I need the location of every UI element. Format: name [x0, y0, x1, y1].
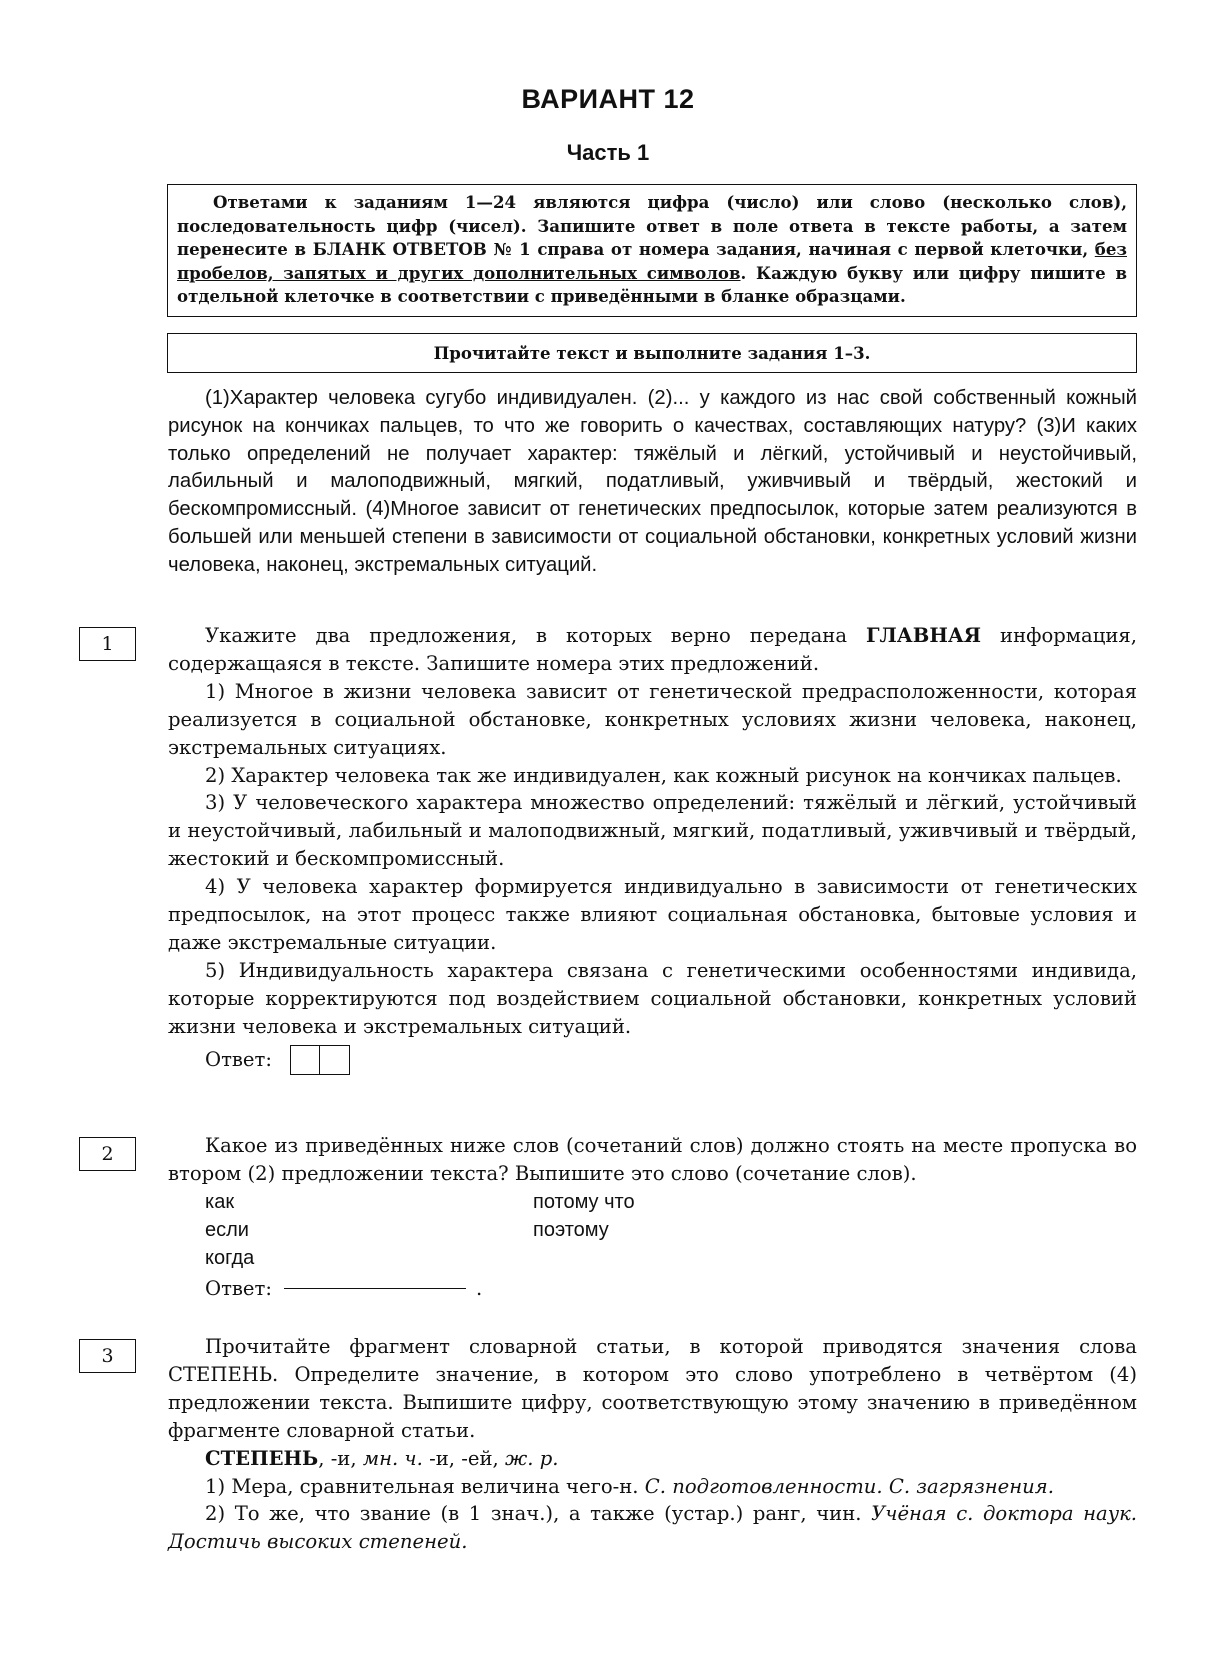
- dictionary-meaning-2: [168, 1500, 1137, 1556]
- task-3: [168, 1333, 1137, 1556]
- task-1-prompt-start: Укажите два предложения, в которых верно передана: [205, 624, 866, 647]
- task-2-answer-line[interactable]: [284, 1288, 466, 1289]
- task-1-answer-cells: [290, 1045, 350, 1075]
- task-3-prompt: Прочитайте фрагмент словарной статьи, в которой приводятся значения слова СТЕПЕНЬ. Определите значение, в котором это слово употреблено в четвёртом (4) предложении текста. Выпишите цифру, соответствующую этому значению в приведённом фрагменте словарной статьи.: [168, 1335, 1137, 1442]
- task-1-option-4: 4) У человека характер формируется индивидуально в зависимости от генетических предпосылок, на этот процесс также влияют социальная обстановка, бытовые условия и даже экстремальные ситуации.: [168, 875, 1137, 954]
- word-option: когда: [205, 1246, 255, 1269]
- word-option: поэтому: [533, 1218, 609, 1241]
- task-1-prompt: [168, 622, 1137, 678]
- task-2-answer-row: [168, 1272, 1137, 1306]
- task-number-2: 2: [79, 1137, 136, 1171]
- dictionary-meaning-1: [168, 1473, 1137, 1501]
- text-passage: (1)Характер человека сугубо индивидуален. (2)... у каждого из нас свой собственный кожный рисунок на кончиках пальцев, то что же говорить о качествах, составляющих натуру? (3)И каких только определений не получает характер: тяжёлый и лёгкий, устойчивый и неустойчивый, лабильный и малоподвижный, мягкий, податливый, уживчивый и твёрдый, жестокий и бескомпромиссный. (4)Многое зависит от генетических предпосылок, которые затем реализуются в большей или меньшей степени в зависимости от социальной обстановки, конкретных условий жизни человека, наконец, экстремальных ситуаций.: [168, 387, 1137, 576]
- meaning-2-example: Учёная с. доктора наук. Достичь высоких степеней.: [168, 1502, 1137, 1554]
- task-2-answer-label: Ответ:: [205, 1276, 272, 1300]
- instruction-main: Ответами к заданиям 1—24 являются цифра (число) или слово (несколько слов), последовательность цифр (чисел). Запишите ответ в поле ответа в тексте работы, а затем перенесите в БЛАНК ОТВЕТОВ № 1 справа от номера задания, начиная с первой клеточки,: [177, 192, 1127, 259]
- task-1-prompt-end: информация, содержащаяся в тексте. Запишите номера этих предложений.: [168, 624, 1137, 675]
- grammar-note-italic: ж. р.: [504, 1446, 559, 1470]
- read-instruction-box: Прочитайте текст и выполните задания 1–3.: [167, 333, 1137, 373]
- meaning-1-example: С. подготовленности. С. загрязнения.: [644, 1474, 1055, 1498]
- word-option: потому что: [533, 1190, 635, 1213]
- task-1-answer-row: [168, 1041, 1137, 1079]
- answer-cell-2[interactable]: [320, 1045, 350, 1075]
- task-2-prompt: Какое из приведённых ниже слов (сочетаний слов) должно стоять на месте пропуска во втором (2) предложении текста? Выпишите это слово (сочетание слов).: [168, 1134, 1137, 1185]
- task-1-prompt-bold: ГЛАВНАЯ: [865, 624, 982, 647]
- task-2-word-options: [168, 1188, 1137, 1272]
- meaning-1-text: 1) Мера, сравнительная величина чего-н.: [205, 1474, 645, 1498]
- task-number-3: 3: [79, 1339, 136, 1373]
- task-1-option-1: 1) Многое в жизни человека зависит от генетической предрасположенности, которая реализуется в социальной обстановке, конкретных условиях жизни человека, наконец, экстремальных ситуациях.: [168, 679, 1137, 759]
- task-1-option-5: 5) Индивидуальность характера связана с генетическими особенностями индивида, которые корректируются под воздействием социальной обстановки, конкретных условий жизни человека и экстремальных ситуаций.: [168, 958, 1137, 1038]
- instruction-box: [167, 184, 1137, 317]
- instruction-underlined: без пробелов, запятых и других дополнительных символов: [177, 239, 1127, 283]
- grammar-note: -и, -ей,: [422, 1446, 505, 1470]
- word-option: если: [205, 1218, 249, 1241]
- task-1-option-3: 3) У человеческого характера множество определений: тяжёлый и лёгкий, устойчивый и неустойчивый, лабильный и малоподвижный, мягкий, податливый, уживчивый и твёрдый, жестокий и бескомпромиссный.: [168, 791, 1137, 871]
- dictionary-entry-header: [168, 1445, 1137, 1473]
- instruction-tail: . Каждую букву или цифру пишите в отдельной клеточке в соответствии с приведёнными в бланке образцами.: [177, 262, 1127, 306]
- task-1-option-2: 2) Характер человека так же индивидуален, как кожный рисунок на кончиках пальцев.: [205, 763, 1122, 787]
- grammar-note-italic: мн. ч.: [362, 1446, 423, 1470]
- task-2: [168, 1132, 1137, 1306]
- task-2-answer-end: .: [475, 1276, 483, 1300]
- task-1: [168, 622, 1137, 1079]
- grammar-note: , -и,: [318, 1446, 363, 1470]
- instruction-text: [177, 191, 1127, 309]
- word-option: как: [205, 1190, 235, 1213]
- answer-cell-1[interactable]: [290, 1045, 320, 1075]
- task-number-1: 1: [79, 627, 136, 661]
- part-title: Часть 1: [566, 140, 650, 165]
- page-title: ВАРИАНТ 12: [521, 84, 695, 114]
- meaning-2-text: 2) То же, что звание (в 1 знач.), а также (устар.) ранг, чин.: [205, 1502, 872, 1526]
- dictionary-headword: СТЕПЕНЬ: [205, 1446, 319, 1470]
- task-1-answer-label: Ответ:: [205, 1047, 272, 1071]
